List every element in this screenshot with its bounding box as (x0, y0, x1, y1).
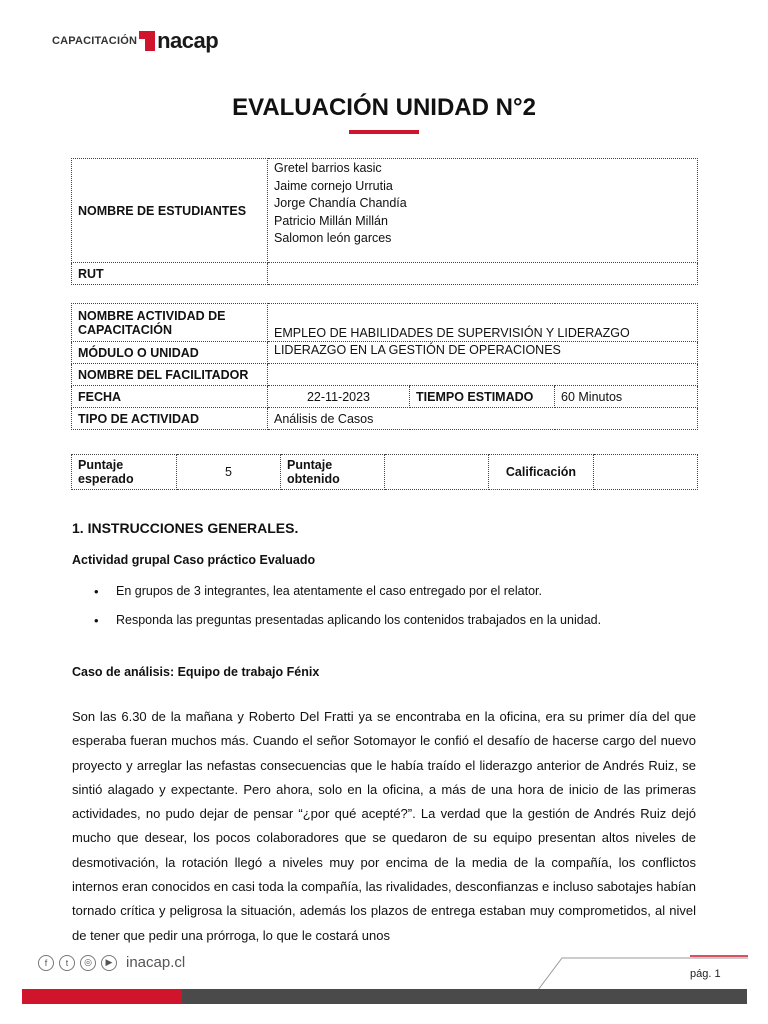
grade-label: Calificación (489, 455, 594, 490)
student-name: Gretel barrios kasic (274, 161, 382, 175)
list-item (94, 584, 542, 599)
score-table (71, 454, 698, 490)
bullet-icon: • (94, 584, 99, 599)
list-item (94, 613, 601, 628)
footer-bar-red (22, 989, 182, 1004)
case-heading: Caso de análisis: Equipo de trabajo Fénix (72, 665, 320, 679)
expected-score-label-line: esperado (78, 472, 134, 486)
footer-bar-grey (182, 989, 747, 1004)
grade-value (594, 455, 698, 490)
students-table (71, 158, 698, 285)
student-name: Jorge Chandía Chandía (274, 196, 407, 210)
page-number: pág. 1 (690, 968, 721, 980)
facilitator-value (268, 364, 698, 386)
obtained-score-label-line: obtenido (287, 472, 340, 486)
date-label: FECHA (72, 386, 268, 408)
rut-value (268, 263, 698, 285)
activity-label-line: NOMBRE ACTIVIDAD DE (78, 308, 226, 323)
instagram-icon[interactable]: ◎ (80, 955, 96, 971)
youtube-icon[interactable]: ▶ (101, 955, 117, 971)
students-list (268, 159, 698, 263)
document-title: EVALUACIÓN UNIDAD N°2 (232, 94, 536, 121)
list-item-text: En grupos de 3 integrantes, lea atentamente el caso entregado por el relator. (116, 584, 542, 598)
section-heading: 1. INSTRUCCIONES GENERALES. (72, 520, 299, 536)
type-label: TIPO DE ACTIVIDAD (72, 408, 268, 430)
bullet-icon: • (94, 613, 99, 628)
student-name: Patricio Millán Millán (274, 213, 388, 228)
students-label: NOMBRE DE ESTUDIANTES (72, 159, 268, 263)
student-name: Salomon león garces (274, 231, 392, 245)
capacitacion-label: CAPACITACIÓN (52, 35, 138, 47)
header (52, 28, 218, 54)
obtained-score-label (281, 455, 385, 490)
rut-label: RUT (72, 263, 268, 285)
facilitator-label: NOMBRE DEL FACILITADOR (72, 364, 268, 386)
date-value: 22-11-2023 (268, 386, 410, 408)
expected-score-value: 5 (177, 455, 281, 490)
time-value: 60 Minutos (555, 386, 698, 408)
expected-score-label-line: Puntaje (78, 458, 124, 472)
obtained-score-value (385, 455, 489, 490)
footer-social (38, 954, 185, 971)
activity-label (72, 304, 268, 342)
section-subheading: Actividad grupal Caso práctico Evaluado (72, 553, 316, 567)
logo-mark-icon (145, 31, 155, 51)
title-underline (349, 130, 419, 134)
module-value: LIDERAZGO EN LA GESTIÓN DE OPERACIONES (268, 342, 698, 364)
type-value: Análisis de Casos (268, 408, 698, 430)
list-item-text: Responda las preguntas presentadas aplicando los contenidos trabajados en la unidad. (116, 613, 602, 627)
facebook-icon[interactable]: f (38, 955, 54, 971)
footer-site[interactable]: inacap.cl (126, 954, 186, 971)
expected-score-label (72, 455, 177, 490)
activity-value: EMPLEO DE HABILIDADES DE SUPERVISIÓN Y LIDERAZGO (268, 304, 698, 342)
inacap-logo (145, 28, 219, 53)
time-label: TIEMPO ESTIMADO (410, 386, 555, 408)
module-label: MÓDULO O UNIDAD (72, 342, 268, 364)
case-paragraph: Son las 6.30 de la mañana y Roberto Del Fratti ya se encontraba en la oficina, era su primer día del que esperaba fueran muchos más. Cuando el señor Sotomayor le confió el desafío de hacerse cargo del nuevo proyecto y arreglar las nefastas consecuencias que le había traído el liderazgo anterior de Andrés Ruiz, se sintió alagado y expectante. Pero ahora, solo en la oficina, a más de una hora de inicio de las primeras actividades, no pudo dejar de pensar “¿por qué acepté?”. La verdad que la gestión de Andrés Ruiz dejó mucho que desear, los pocos colaboradores que se quedaron de su equipo presentan altos niveles de desmotivación, la rotación llegó a niveles muy por encima de la media de la compañía, los conflictos internos eran conocidos en casi toda la compañía, las rivalidades, desconfianzas e incluso sabotajes habían tornado crítica y peligrosa la situación, además los plazos de entrega estaban muy comprometidos, al nivel de tener que pedir una prórroga, lo que le costará unos (72, 709, 696, 943)
student-name: Jaime cornejo Urrutia (274, 178, 393, 193)
logo-text: nacap (157, 28, 219, 53)
twitter-icon[interactable]: t (59, 955, 75, 971)
obtained-score-label-line: Puntaje (287, 458, 333, 472)
activity-table (71, 303, 698, 430)
activity-label-line: CAPACITACIÓN (78, 322, 172, 337)
